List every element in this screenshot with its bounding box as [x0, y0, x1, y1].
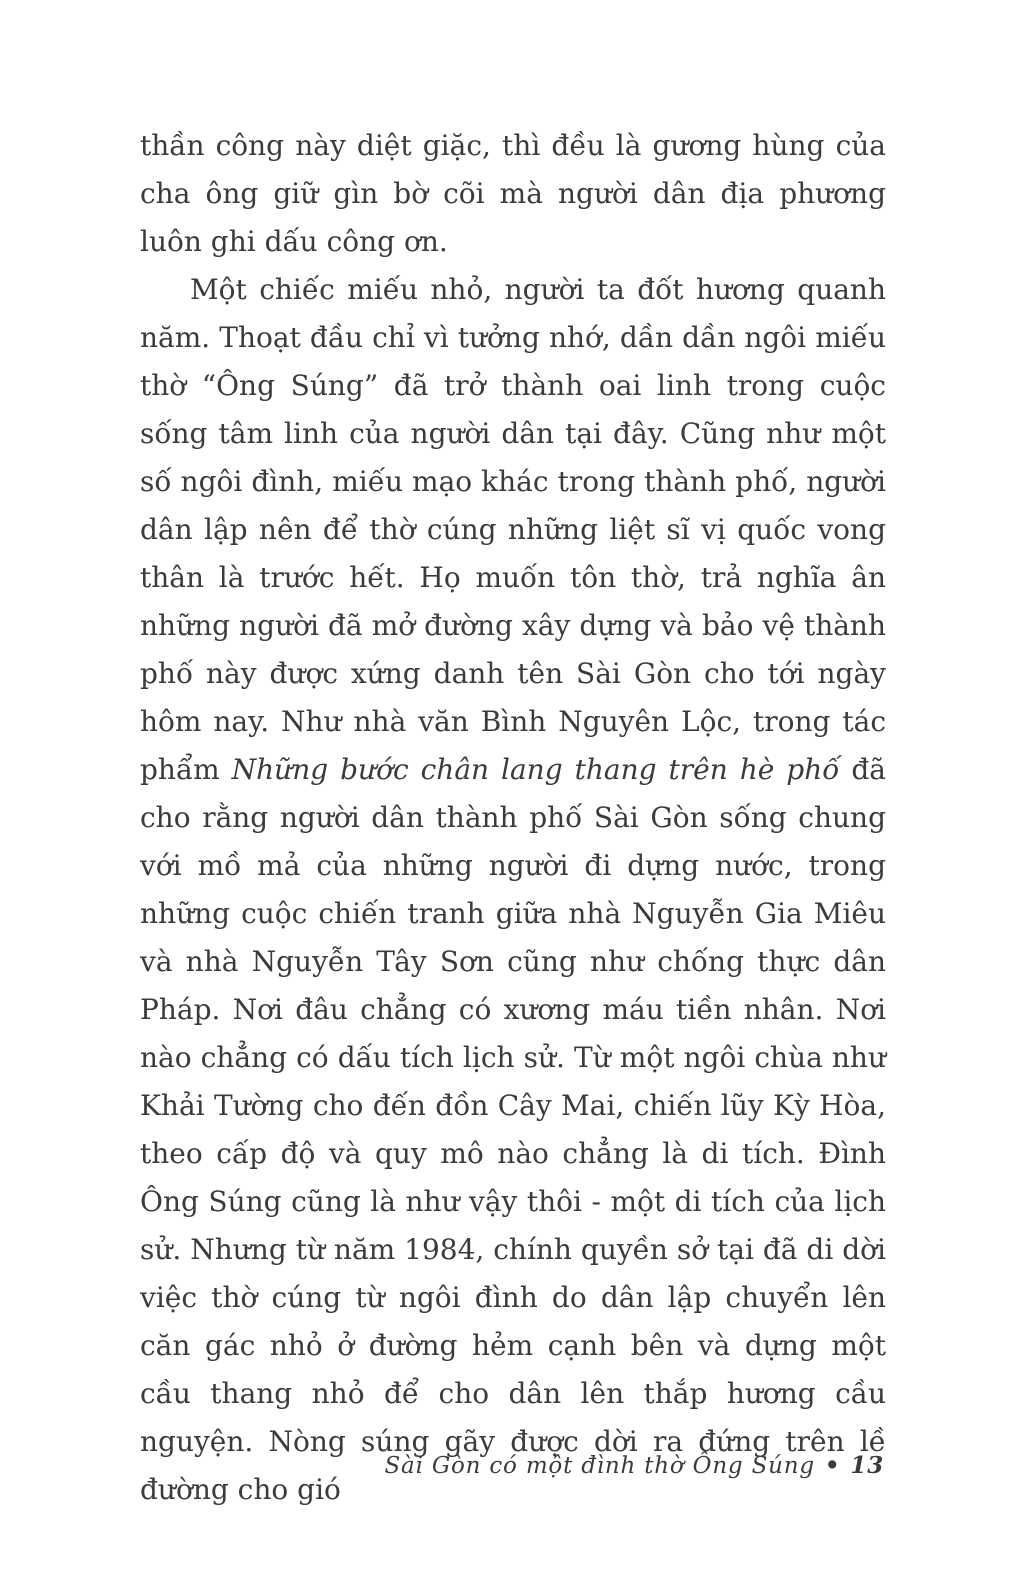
paragraph-continuation — [140, 122, 886, 266]
page-number: 13 — [850, 1452, 884, 1479]
running-title: Sài Gòn có một đình thờ Ông Súng — [384, 1453, 815, 1479]
text-run: đã cho rằng người dân thành phố Sài Gòn sống chung với mồ mả của những người đi dựng nước, trong những cuộc chiến tranh giữa nhà Nguyễn Gia Miêu và nhà Nguyễn Tây Sơn cũng như chống thực dân Pháp. Nơi đâu chẳng có xương máu tiền nhân. Nơi nào chẳng có dấu tích lịch sử. Từ một ngôi chùa như Khải Tường cho đến đồn Cây Mai, chiến lũy Kỳ Hòa, theo cấp độ và quy mô nào chẳng là di tích. Đình Ông Súng cũng là như vậy thôi - một di tích của lịch sử. Nhưng từ năm 1984, chính quyền sở tại đã di dời việc thờ cúng từ ngôi đình do dân lập chuyển lên căn gác nhỏ ở đường hẻm cạnh bên và dựng một cầu thang nhỏ để cho dân lên thắp hương cầu nguyện. Nòng súng gãy được dời ra đứng trên lề đường cho gió — [140, 753, 886, 1506]
text-run: thần công này diệt giặc, thì đều là gương hùng của cha ông giữ gìn bờ cõi mà người dân địa phương luôn ghi dấu công ơn. — [140, 129, 886, 258]
footer-bullet-separator: • — [824, 1452, 841, 1479]
paragraph — [140, 266, 886, 1514]
text-run: Một chiếc miếu nhỏ, người ta đốt hương quanh năm. Thoạt đầu chỉ vì tưởng nhớ, dần dần ngôi miếu thờ “Ông Súng” đã trở thành oai linh trong cuộc sống tâm linh của người dân tại đây. Cũng như một số ngôi đình, miếu mạo khác trong thành phố, người dân lập nên để thờ cúng những liệt sĩ vị quốc vong thân là trước hết. Họ muốn tôn thờ, trả nghĩa ân những người đã mở đường xây dựng và bảo vệ thành phố này được xứng danh tên Sài Gòn cho tới ngày hôm nay. Như nhà văn Bình Nguyên Lộc, trong tác phẩm — [140, 273, 886, 786]
page-footer — [385, 1452, 885, 1479]
book-title-italic: Những bước chân lang thang trên hè phố — [231, 753, 840, 786]
body-text — [140, 122, 886, 1514]
